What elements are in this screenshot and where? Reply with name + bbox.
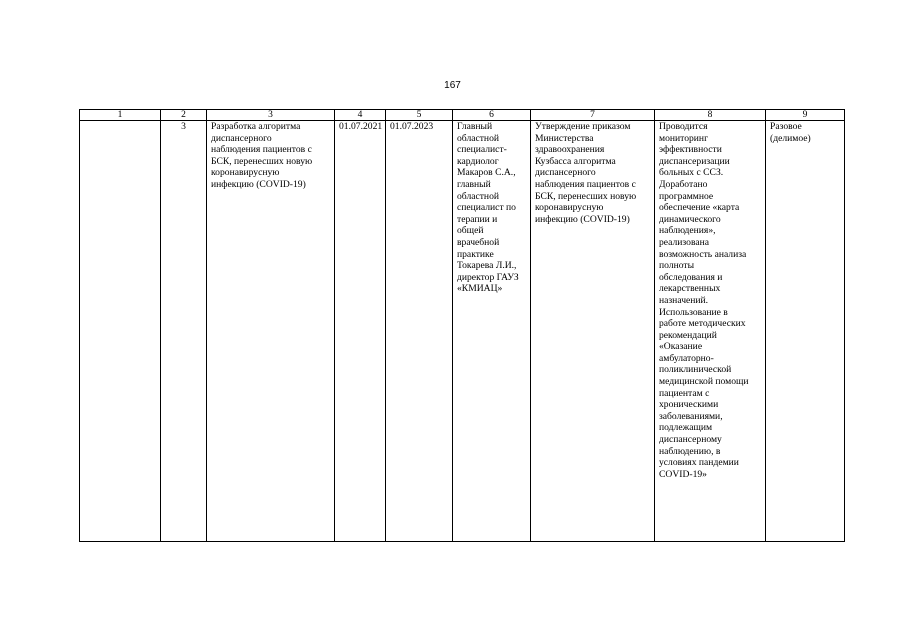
measures-table: [79, 109, 845, 542]
measure-type: Разовое (делимое): [766, 121, 845, 542]
column-number: 7: [531, 110, 655, 121]
item-number: 3: [161, 121, 207, 542]
expected-result: Утверждение приказом Министерства здравоохранения Кузбасса алгоритма диспансерного наблюдения пациентов с БСК, перенесших новую коронавирусную инфекцию (COVID-19): [531, 121, 655, 542]
start-date: 01.07.2021: [335, 121, 386, 542]
column-number: 3: [207, 110, 335, 121]
column-number: 2: [161, 110, 207, 121]
responsible-persons: Главный областной специалист- кардиолог Макаров С.А., главный областной специалист по терапии и общей врачебной практике Токарева Л.И., директор ГАУЗ «КМИАЦ»: [453, 121, 531, 542]
column-number-row: [80, 110, 845, 121]
column-number: 9: [766, 110, 845, 121]
column-number: 8: [655, 110, 766, 121]
measure-name: Разработка алгоритма диспансерного наблюдения пациентов с БСК, перенесших новую коронавирусную инфекцию (COVID-19): [207, 121, 335, 542]
column-number: 1: [80, 110, 161, 121]
page-number: 167: [444, 80, 461, 91]
table-row: [80, 121, 845, 542]
column-number: 5: [386, 110, 453, 121]
column-number: 4: [335, 110, 386, 121]
cell-empty: [80, 121, 161, 542]
end-date: 01.07.2023: [386, 121, 453, 542]
column-number: 6: [453, 110, 531, 121]
actual-result: Проводится мониторинг эффективности диспансеризации больных с ССЗ. Доработано программное обеспечение «карта динамического наблюдения», реализована возможность анализа полноты обследования и лекарственных назначений. Использование в работе методических рекомендаций «Оказание амбулаторно- поликлинической медицинской помощи пациентам с хроническими заболеваниями, подлежащим диспансерному наблюдению, в условиях пандемии COVID-19»: [655, 121, 766, 542]
